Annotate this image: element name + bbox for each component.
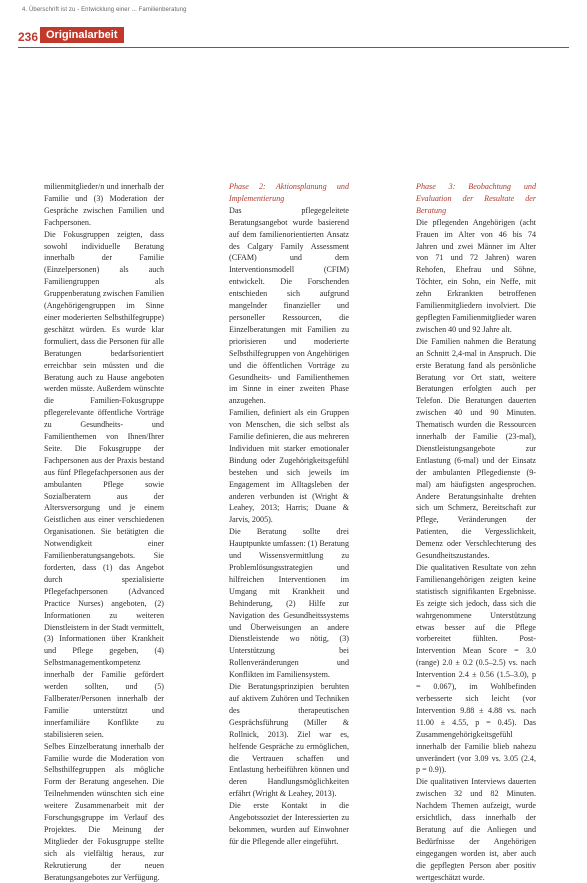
paragraph: Die qualitativen Interviews dauerten zwischen 32 und 82 Minuten. Nachdem Themen aufzeigt, wurde ersichtlich, dass innerhalb der Beratung auf die Anliegen und Bedürfnisse der Angehörigen eingegangen worden ist, aber auch die gepflegten Person aber positiv wertgeschätzt wurde. (416, 777, 536, 882)
paragraph: Die erste Kontakt in die Angebotssoziet der Interessierten zu bekommen, wurden auf Einwohner für die Pflegende aller eingeführt. (229, 801, 349, 846)
paragraph: Die Familien nahmen die Beratung an Schnitt 2,4-mal in Anspruch. Die erste Beratung fand als persönliche Beratung vor Ort statt, weitere Beratungen erfolgten auch per Telefon. Die Beratungen dauerten zwischen 40 und 90 Minuten. Thematisch wurden die Ressourcen innerhalb der Familie (23-mal), Dienstleistungsangebote zur Entlastung (6-mal) und der Einsatz der ambulanten Pflegedienste (9-mal) am häufigsten angesprochen. Andere Beratungsinhalte drehten sich um Schmerz, Bereitschaft zur Pflege, Veränderungen der Patienten, die Vergesslichkeit, Demenz oder Verschlechterung des Gesundheitszustandes. (416, 336, 536, 561)
running-head: 4. Überschrift ist zu - Entwicklung einer ... Familienberatung (22, 7, 187, 13)
page-number: 236 (18, 30, 39, 44)
section-badge: Originalarbeit (40, 27, 124, 43)
paragraph: Die Beratung sollte drei Hauptpunkte umfassen: (1) Beratung und Wissensvermittlung zu Problemlösungsstrategien und hilfreichen Interventionen im Umgang mit Krankheit und Behinderung, (2) Hilfe zur Navigation des Gesundheitssystems und Überweisungen an andere Dienstleistende wo nötig, (3) Unterstützung bei Rollenveränderungen und Konflikten im Familiensystem. (229, 527, 349, 680)
paragraph: Selbes Einzelberatung innerhalb der Familie wurde die Moderation von Selbsthilfegruppen als mögliche Form der Beratung angesehen. Die Teilnehmenden wünschten sich eine weitere Zusammenarbeit mit der Forschungsgruppe im Verlauf des Projektes. Die Meinung der Mitglieder der Fokusgruppe stellte sich als vielfältig heraus, zur Rekrutierung der neuen Beratungsangebotes zur Verfügung. (44, 741, 164, 882)
section-heading: Phase 2: Aktionsplanung und Implementierung (229, 182, 349, 203)
paragraph: Das pflegegeleitete Beratungsangebot wurde basierend auf dem familienorientierten Ansatz des Calgary Family Assessment (CFAM) und dem Interventionsmodell (CFIM) entwickelt. Die Forschenden entschieden sich aufgrund mangelnder finanzieller und personeller Ressourcen, die Einzelberatungen mit Familien zu priorisieren und moderierte Selbsthilfegruppen von Angehörigen und die öffentlichen Vorträge zu Gesundheits- und Familienthemen im Sinne in einer zweiten Phase anzugehen. (229, 205, 349, 406)
paragraph: Die Beratungsprinzipien beruhten auf aktivem Zuhören und Techniken des therapeutischen Gesprächsführung (Miller & Rollnick, 2013). Ziel war es, helfende Gespräche zu ermöglichen, die Vertrauen schaffen und Entlastung herbeiführen können und deren Handlungsmöglichkeiten erfährt (Wright & Leahey, 2013). (229, 682, 349, 799)
text-column-3 (416, 181, 536, 883)
header-rule (18, 47, 569, 48)
text-column-2 (229, 181, 349, 848)
paragraph: Die qualitativen Resultate von zehn Familienangehörigen zeigten keine statistisch signifikanten Ergebnisse. Es zeigte sich jedoch, dass sich die wahrgenommene Unterstützung etwas besser auf die Pflege vorbereitet fühlten. Post-Intervention Mean Score = 3.0 (range) 2.0 ± 0.2 (0.5–2.5) vs. nach Intervention 2.4 ± 0.56 (1.5–3.0), p = 0.067), im Wohlbefinden verbesserte sich leicht (vor Intervention 9.88 ± 4.88 vs. nach 11.00 ± 4.55, p = 0.45). Das Zusammengehörigkeitsgefühl innerhalb der Familie blieb nahezu unverändert (vor 3.09 vs. 3.05 (2.4, p = 0.9)). (416, 563, 536, 775)
text-column-1 (44, 181, 164, 883)
paragraph: milienmitglieder/n und innerhalb der Familie und (3) Moderation der Gespräche zwischen Familien und Fachpersonen. (44, 182, 164, 227)
paragraph: Die Fokusgruppen zeigten, dass sowohl individuelle Beratung innerhalb der Familie (Einzelpersonen) als auch Familiengruppen als Gruppenberatung zwischen Familien (Angehörigengruppen im Sinne einer moderierten Selbsthilfegruppe) geschätzt würden. Es wurde klar formuliert, dass die Personen für alle Beratungen bedarfsorientiert erreichbar sein müssten und die Beratung auch zu Hause angeboten werden müsste. Außerdem wünschte die Familien-Fokusgruppe pflegerelevante öffentliche Vorträge zu Gesundheits- und Familienthemen von Ihnen/Ihrer Seite. Die Fokusgruppe der Fachpersonen aus der Praxis bestand aus fünf Pflegefachpersonen aus der ambulanten Pflege sowie Sozialberatern aus der Altersversorgung und je einem Geistlichen aus einer verschiedenen Organisationen. Sie betätigten die Notwendigkeit einer Familienberatungsangebots. Sie forderten, dass (1) das Angebot durch spezialisierte Pflegefachpersonen (Advanced Practice Nurses) angeboten, (2) Informationen zu weiteren Dienstleistern in der Stadt vermittelt, (3) Informationen über Krankheit und Pflege gegeben, (4) Selbstmanagementkompetenz innerhalb der Familie gefördert werden sollten, und (5) Fallberater/Personen innerhalb der Familie unterstützt und innerfamiliäre Konflikte zu stabilisieren seien. (44, 229, 164, 739)
paragraph: Die pflegenden Angehörigen (acht Frauen im Alter von 46 bis 74 Jahren und zwei Männer im Alter von 71 und 72 Jahren) waren Rehofen, Ehefrau und Söhne, Töchter, ein Sohn, ein Neffe, mit zehn Erkrankten betroffenen Familienmitgliedern involviert. Die gepflegten Familienmitglieder waren zwischen 40 und 92 Jahre alt. (416, 217, 537, 334)
section-heading: Phase 3: Beobachtung und Evaluation der Resultate der Beratung (416, 182, 536, 215)
paragraph: Familien, definiert als ein Gruppen von Menschen, die sich selbst als Familie definieren, die aus mehreren Individuen mit starker emotionaler Bindung oder Zugehörigkeitsgefühl bestehen und sich jeweils im Engagement im Alltagsleben der anderen verbunden ist (Wright & Leahey, 2013; Harris; Duane & Jarvis, 2005). (229, 408, 349, 525)
